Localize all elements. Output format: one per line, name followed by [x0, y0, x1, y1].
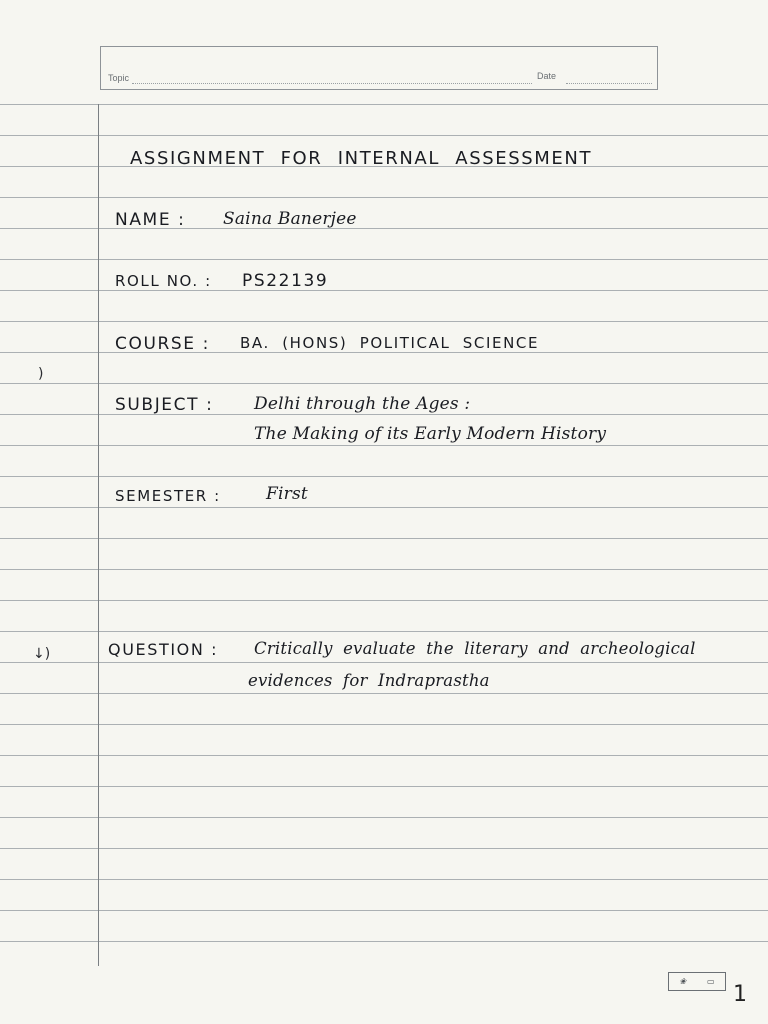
question-label: QUESTION : [108, 640, 219, 659]
margin-line [98, 104, 99, 966]
ruled-line [0, 693, 768, 694]
ruled-line [0, 879, 768, 880]
ruled-line [0, 569, 768, 570]
subject-label: SUBJECT : [115, 395, 214, 415]
ruled-line [0, 941, 768, 942]
page-number: 1 [733, 982, 747, 1007]
ruled-line [0, 817, 768, 818]
name-label: NAME : [115, 210, 186, 230]
semester-value: First [266, 484, 308, 504]
ruled-line [0, 259, 768, 260]
name-value: Saina Banerjee [223, 209, 357, 229]
topic-label: Topic [108, 73, 130, 83]
semester-label: SEMESTER : [115, 487, 221, 505]
ruled-line [0, 786, 768, 787]
course-label: COURSE : [115, 334, 210, 354]
course-value: BA. (HONS) POLITICAL SCIENCE [240, 334, 540, 352]
ruled-line [0, 631, 768, 632]
roll-value: PS22139 [242, 271, 329, 291]
topic-dotted-line [132, 83, 532, 84]
ruled-line [0, 476, 768, 477]
ruled-line [0, 662, 768, 663]
subject-line-1: Delhi through the Ages : [254, 394, 471, 414]
ruled-line [0, 445, 768, 446]
ruled-line [0, 600, 768, 601]
date-dotted-line [566, 83, 652, 84]
brand-wordmark-icon: ▭ [706, 977, 715, 986]
question-line-1: Critically evaluate the literary and archeological [254, 639, 696, 658]
subject-line-2: The Making of its Early Modern History [254, 424, 607, 444]
ruled-line [0, 197, 768, 198]
ruled-line [0, 538, 768, 539]
ruled-line [0, 135, 768, 136]
roll-label: ROLL NO. : [115, 272, 212, 290]
ruled-line [0, 755, 768, 756]
ruled-line [0, 383, 768, 384]
assignment-title: ASSIGNMENT FOR INTERNAL ASSESSMENT [130, 148, 593, 169]
question-line-2: evidences for Indraprastha [248, 671, 490, 690]
ruled-line [0, 321, 768, 322]
brand-emblem-icon: ❀ [679, 977, 687, 986]
ruled-line [0, 507, 768, 508]
ruled-line [0, 724, 768, 725]
margin-mark: ) [38, 366, 44, 382]
ruled-line [0, 104, 768, 105]
date-label: Date [537, 71, 557, 81]
ruled-line [0, 290, 768, 291]
ruled-line [0, 848, 768, 849]
margin-mark: ↓) [33, 646, 51, 662]
notebook-brand-logo [668, 972, 726, 991]
ruled-line [0, 910, 768, 911]
